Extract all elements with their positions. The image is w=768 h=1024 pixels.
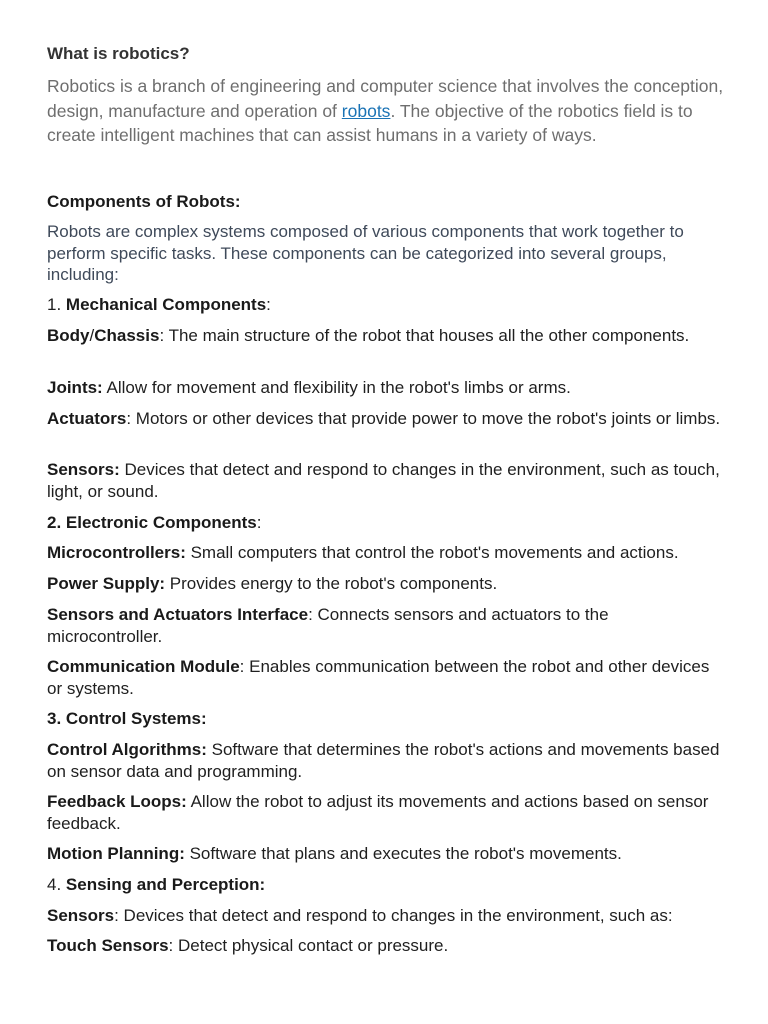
item-description: Software that determines the robot's actions and movements based on sensor data and programming. (47, 740, 720, 781)
item-term: Sensors: (47, 460, 120, 479)
item-communication-module (47, 656, 727, 699)
item-description: Software that plans and executes the robot's movements. (184, 844, 622, 863)
section-heading-control-systems (47, 708, 727, 730)
item-term: Control Algorithms: (47, 740, 207, 759)
item-sensors (47, 459, 727, 502)
item-term: Feedback Loops: (47, 792, 187, 811)
item-touch-sensors (47, 935, 727, 957)
section-number: 1. (47, 295, 66, 314)
intro-text-after: . The objective of the robotics field is to create intelligent machines that can assist humans in a variety of ways. (47, 100, 693, 145)
item-joints (47, 377, 727, 399)
item-feedback-loops (47, 791, 727, 834)
section-number: 4. (47, 875, 66, 894)
item-description: Provides energy to the robot's components. (165, 574, 498, 593)
heading-components-of-robots: Components of Robots: (47, 192, 241, 211)
item-term: Microcontrollers: (47, 543, 186, 562)
item-control-algorithms (47, 739, 727, 782)
section-title: 2. Electronic Components (47, 513, 257, 532)
item-term: Sensors and Actuators Interface (47, 605, 309, 624)
item-sensors-2 (47, 905, 727, 927)
item-term: Motion Planning: (47, 844, 185, 863)
section-suffix: : (256, 513, 262, 532)
item-description: Allow for movement and flexibility in the robot's limbs or arms. (102, 378, 571, 397)
item-description: Allow the robot to adjust its movements and actions based on sensor feedback. (47, 792, 709, 833)
section-title: 3. Control Systems: (47, 709, 207, 728)
item-description: : Detect physical contact or pressure. (168, 936, 449, 955)
item-term: Joints: (47, 378, 103, 397)
item-description: : Motors or other devices that provide power to move the robot's joints or limbs. (126, 409, 721, 428)
item-description: Small computers that control the robot's movements and actions. (185, 543, 679, 562)
section-heading-sensing (47, 874, 727, 896)
intro-paragraph (47, 74, 727, 148)
item-term: Communication Module (47, 657, 240, 676)
item-body-chassis (47, 325, 727, 347)
item-description: : The main structure of the robot that houses all the other components. (159, 326, 690, 345)
item-description: : Devices that detect and respond to changes in the environment, such as: (114, 906, 673, 925)
item-term: Sensors (47, 906, 115, 925)
section-title: Mechanical Components (65, 295, 267, 314)
section-heading-mechanical (47, 294, 727, 316)
item-term: Body (47, 326, 90, 345)
components-intro-paragraph: Robots are complex systems composed of various components that work together to perform specific tasks. These components can be categorized into several groups, including: (47, 222, 684, 284)
intro-text-before: Robotics is a branch of engineering and computer science that involves the conception, design, manufacture and operation of (47, 76, 724, 121)
item-power-supply (47, 573, 727, 595)
robots-link[interactable]: robots (341, 100, 391, 121)
heading-what-is-robotics: What is robotics? (47, 44, 190, 63)
item-motion-planning (47, 843, 727, 865)
item-term: Power Supply: (47, 574, 166, 593)
item-description: : Enables communication between the robot and other devices or systems. (47, 657, 710, 698)
item-sensors-actuators-interface (47, 604, 727, 647)
item-description: Devices that detect and respond to changes in the environment, such as touch, light, or sound. (47, 460, 720, 501)
item-separator: / (89, 326, 95, 345)
item-actuators (47, 408, 727, 430)
item-description: : Connects sensors and actuators to the microcontroller. (47, 605, 609, 646)
section-heading-electronic (47, 512, 727, 534)
section-suffix: : (266, 295, 271, 314)
item-term: Actuators (47, 409, 127, 428)
item-term-2: Chassis (94, 326, 160, 345)
item-term: Touch Sensors (47, 936, 169, 955)
item-microcontrollers (47, 542, 727, 564)
section-title: Sensing and Perception: (65, 875, 266, 894)
